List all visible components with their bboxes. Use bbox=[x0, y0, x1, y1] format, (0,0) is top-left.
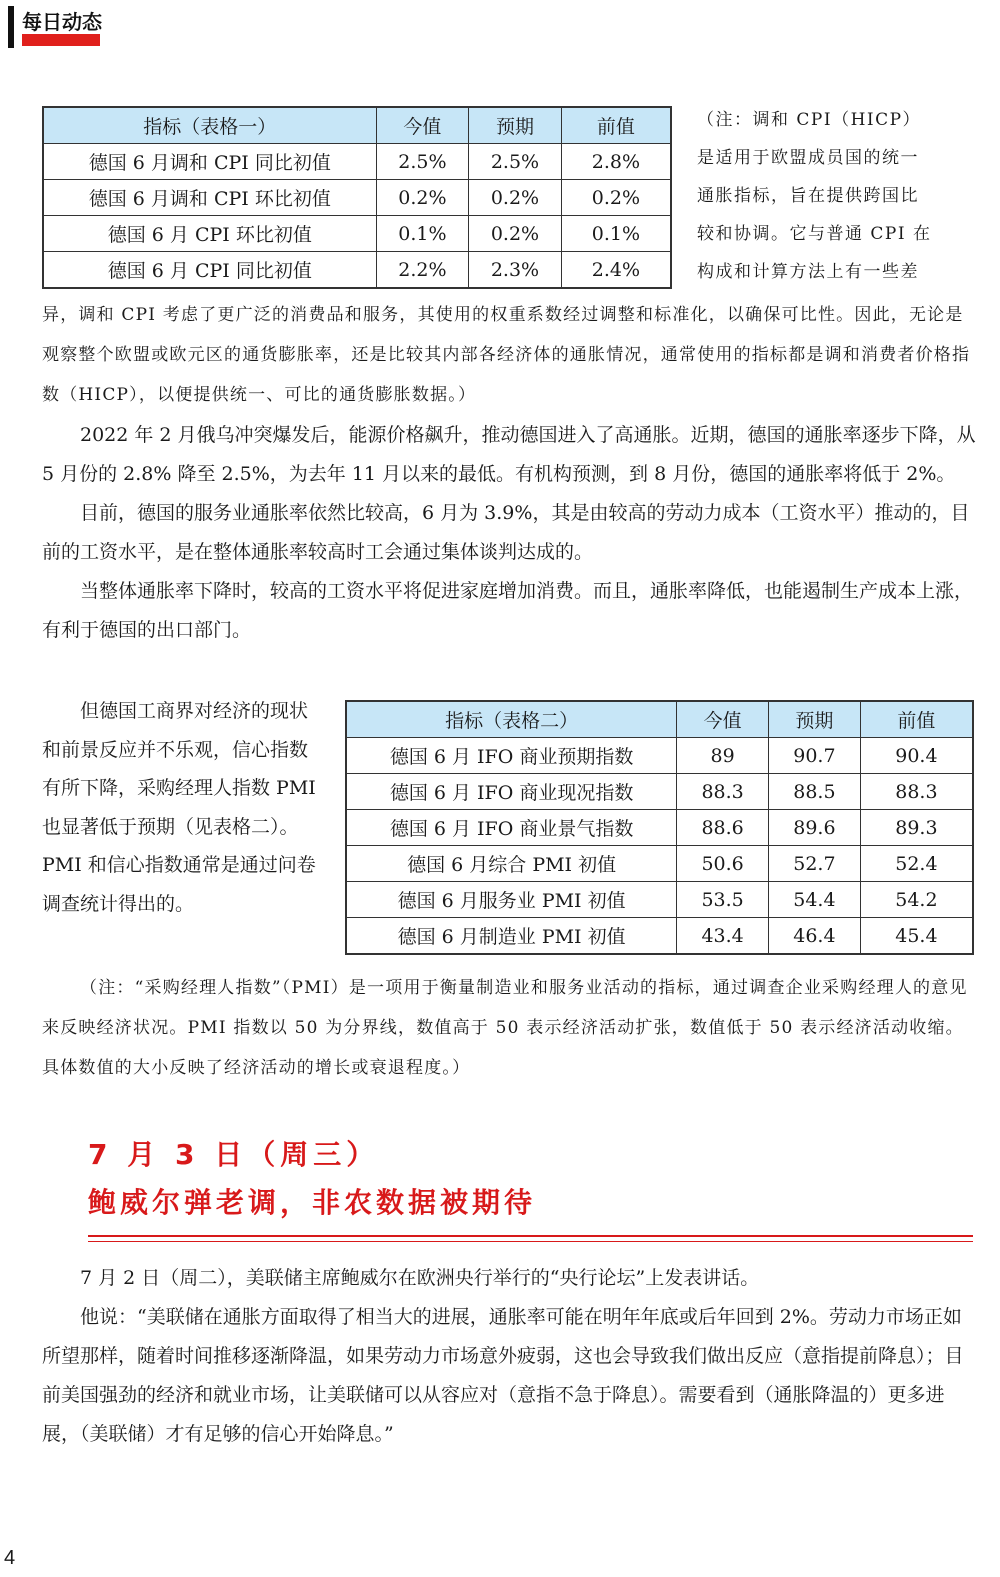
table-cell: 2.8% bbox=[561, 144, 671, 180]
table-1 bbox=[42, 106, 672, 289]
table-cell: 90.7 bbox=[769, 738, 861, 774]
note-line: （注：调和 CPI（HICP） bbox=[697, 110, 922, 130]
note-line: 构成和计算方法上有一些差 bbox=[697, 262, 919, 282]
table-row bbox=[346, 774, 973, 810]
header-bar bbox=[8, 6, 14, 48]
table-2 bbox=[345, 700, 974, 955]
table-cell: 43.4 bbox=[677, 918, 769, 955]
table-2-header: 前值 bbox=[860, 701, 973, 738]
table-cell: 89.3 bbox=[860, 810, 973, 846]
table-1-header: 指标（表格一） bbox=[43, 107, 376, 144]
page-number: 4 bbox=[4, 1547, 16, 1569]
note-line: 是适用于欧盟成员国的统一 bbox=[697, 148, 919, 168]
table-cell: 2.3% bbox=[469, 252, 562, 289]
table-cell: 德国 6 月调和 CPI 同比初值 bbox=[43, 144, 376, 180]
table-row bbox=[43, 216, 671, 252]
side-paragraph bbox=[42, 692, 322, 923]
note-line: 通胀指标，旨在提供跨国比 bbox=[697, 186, 919, 206]
table-cell: 德国 6 月 CPI 同比初值 bbox=[43, 252, 376, 289]
table-2-header-row bbox=[346, 701, 973, 738]
table-row bbox=[346, 918, 973, 955]
note-2-text: （注：“采购经理人指数”（PMI）是一项用于衡量制造业和服务业活动的指标，通过调查企业采购经理人的意见来反映经济状况。PMI 指数以 50 为分界线，数值高于 50 表示经济活动扩张，数值低于 50 表示经济活动收缩。具体数值的大小反映了经济活动的增长或衰退程度。） bbox=[42, 978, 968, 1078]
table-1-header: 预期 bbox=[469, 107, 562, 144]
paragraph: 2022 年 2 月俄乌冲突爆发后，能源价格飙升，推动德国进入了高通胀。近期，德国的通胀率逐步下降，从 5 月份的 2.8% 降至 2.5%，为去年 11 月以来的最低。有机构预测，到 8 月份，德国的通胀率将低于 2%。 bbox=[42, 424, 976, 485]
table-cell: 0.2% bbox=[561, 180, 671, 216]
table-cell: 德国 6 月调和 CPI 环比初值 bbox=[43, 180, 376, 216]
body-section-1 bbox=[42, 416, 976, 650]
paragraph: 目前，德国的服务业通胀率依然比较高，6 月为 3.9%，其是由较高的劳动力成本（工资水平）推动的，目前的工资水平，是在整体通胀率较高时工会通过集体谈判达成的。 bbox=[42, 502, 970, 563]
section-heading bbox=[88, 1133, 536, 1221]
note-line: 较和协调。它与普通 CPI 在 bbox=[697, 224, 932, 244]
table-2-header: 指标（表格二） bbox=[346, 701, 677, 738]
table-cell: 2.5% bbox=[376, 144, 469, 180]
table-cell: 德国 6 月 CPI 环比初值 bbox=[43, 216, 376, 252]
table-cell: 2.2% bbox=[376, 252, 469, 289]
table-cell: 50.6 bbox=[677, 846, 769, 882]
table-cell: 0.2% bbox=[376, 180, 469, 216]
table-2-header: 今值 bbox=[677, 701, 769, 738]
table-1-header: 今值 bbox=[376, 107, 469, 144]
table-cell: 0.1% bbox=[561, 216, 671, 252]
table-cell: 54.2 bbox=[860, 882, 973, 918]
table-2-header: 预期 bbox=[769, 701, 861, 738]
table-cell: 52.4 bbox=[860, 846, 973, 882]
table-cell: 88.6 bbox=[677, 810, 769, 846]
table-row bbox=[43, 180, 671, 216]
paragraph: 7 月 2 日（周二），美联储主席鲍威尔在欧洲央行举行的“央行论坛”上发表讲话。 bbox=[80, 1267, 760, 1289]
section-headline: 鲍威尔弹老调，非农数据被期待 bbox=[88, 1186, 537, 1219]
table-cell: 52.7 bbox=[769, 846, 861, 882]
table-cell: 46.4 bbox=[769, 918, 861, 955]
table-cell: 德国 6 月 IFO 商业现况指数 bbox=[346, 774, 677, 810]
table-cell: 53.5 bbox=[677, 882, 769, 918]
body-section-2 bbox=[42, 1259, 976, 1454]
table-cell: 88.3 bbox=[677, 774, 769, 810]
table-row bbox=[346, 810, 973, 846]
section-rule-thin bbox=[88, 1241, 973, 1242]
paragraph: 但德国工商界对经济的现状和前景反应并不乐观，信心指数有所下降，采购经理人指数 PMI 也显著低于预期（见表格二）。PMI 和信心指数通常是通过问卷调查统计得出的。 bbox=[42, 700, 316, 915]
table-cell: 德国 6 月制造业 PMI 初值 bbox=[346, 918, 677, 955]
paragraph: 他说：“美联储在通胀方面取得了相当大的进展，通胀率可能在明年年底或后年回到 2%。劳动力市场正如所望那样，随着时间推移逐渐降温，如果劳动力市场意外疲弱，这也会导致我们做出反应（意指提前降息）；目前美国强劲的经济和就业市场，让美联储可以从容应对（意指不急于降息）。需要看到（通胀降温的）更多进展，（美联储）才有足够的信心开始降息。” bbox=[42, 1306, 964, 1445]
table-cell: 45.4 bbox=[860, 918, 973, 955]
section-date: 7 月 3 日（周三） bbox=[88, 1138, 380, 1171]
table-cell: 德国 6 月 IFO 商业景气指数 bbox=[346, 810, 677, 846]
table-cell: 88.5 bbox=[769, 774, 861, 810]
table-cell: 德国 6 月综合 PMI 初值 bbox=[346, 846, 677, 882]
table-row bbox=[346, 846, 973, 882]
note-1-text: 异，调和 CPI 考虑了更广泛的消费品和服务，其使用的权重系数经过调整和标准化，以确保可比性。因此，无论是观察整个欧盟或欧元区的通货膨胀率，还是比较其内部各经济体的通胀情况，通常使用的指标都是调和消费者价格指数（HICP），以便提供统一、可比的通货膨胀数据。） bbox=[42, 305, 971, 405]
table-cell: 德国 6 月服务业 PMI 初值 bbox=[346, 882, 677, 918]
table-cell: 0.2% bbox=[469, 216, 562, 252]
table-cell: 2.5% bbox=[469, 144, 562, 180]
table-cell: 89.6 bbox=[769, 810, 861, 846]
table-row bbox=[43, 144, 671, 180]
table-cell: 90.4 bbox=[860, 738, 973, 774]
note-1-rest bbox=[42, 295, 976, 415]
section-rule-thick bbox=[88, 1235, 973, 1237]
table-cell: 54.4 bbox=[769, 882, 861, 918]
table-row bbox=[43, 252, 671, 289]
header-title: 每日动态 bbox=[22, 10, 102, 34]
note-1-side bbox=[697, 101, 975, 291]
table-cell: 0.1% bbox=[376, 216, 469, 252]
table-1-header-row bbox=[43, 107, 671, 144]
table-1-header: 前值 bbox=[561, 107, 671, 144]
table-cell: 2.4% bbox=[561, 252, 671, 289]
table-cell: 德国 6 月 IFO 商业预期指数 bbox=[346, 738, 677, 774]
note-2 bbox=[42, 968, 976, 1088]
header-red-bar bbox=[22, 34, 100, 46]
table-row bbox=[346, 738, 973, 774]
table-cell: 0.2% bbox=[469, 180, 562, 216]
table-row bbox=[346, 882, 973, 918]
paragraph: 当整体通胀率下降时，较高的工资水平将促进家庭增加消费。而且，通胀率降低，也能遏制生产成本上涨，有利于德国的出口部门。 bbox=[42, 580, 974, 641]
table-cell: 89 bbox=[677, 738, 769, 774]
table-cell: 88.3 bbox=[860, 774, 973, 810]
